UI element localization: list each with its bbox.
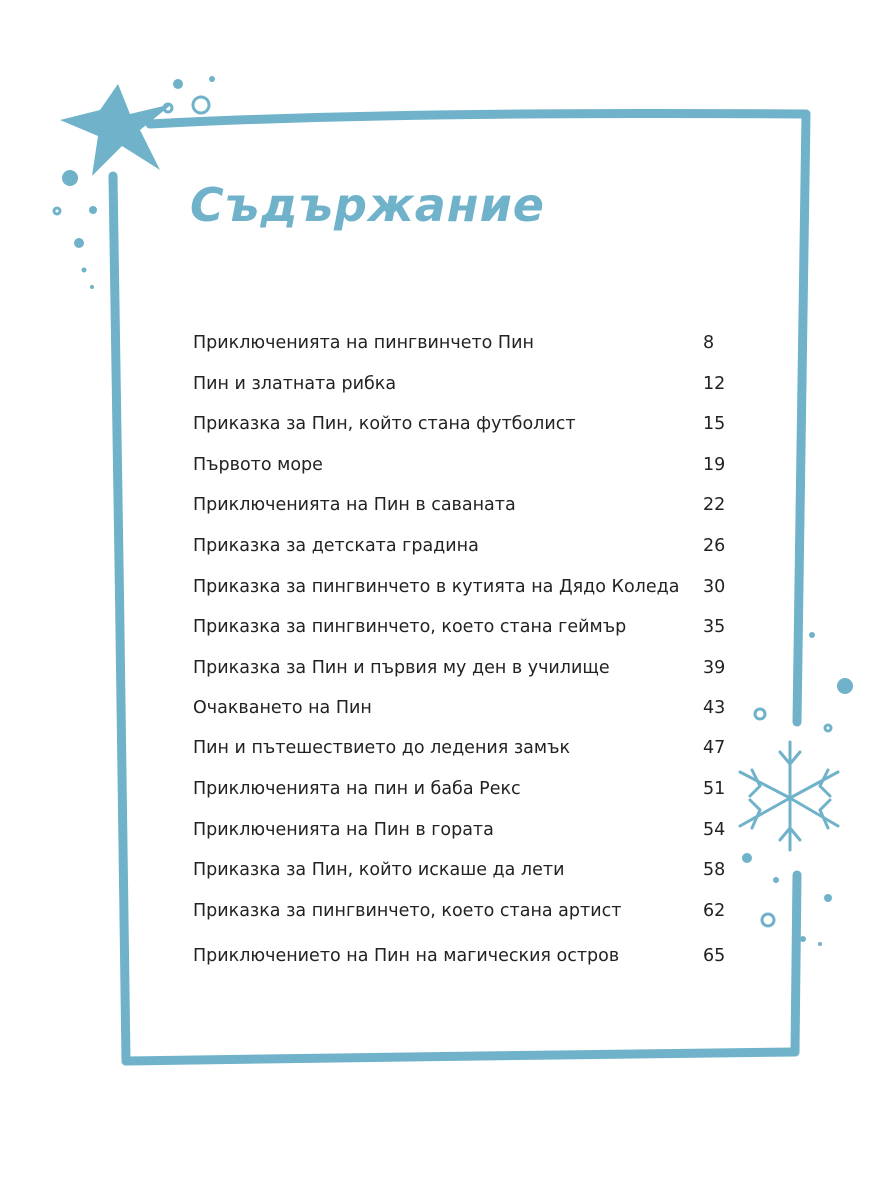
toc-entry-page: 12 xyxy=(703,374,726,394)
page-title: Съдържание xyxy=(190,178,545,232)
toc-entry-page: 51 xyxy=(703,779,726,799)
toc-entry xyxy=(193,533,733,559)
toc-entry-page: 26 xyxy=(703,536,726,556)
toc-entry xyxy=(193,411,733,437)
toc-entry-title: Приказка за Пин, който искаше да лети xyxy=(193,860,565,880)
toc-entry xyxy=(193,492,733,518)
toc-entry-page: 43 xyxy=(703,698,726,718)
toc-entry-title: Пин и златната рибка xyxy=(193,374,397,394)
toc-entry-title: Пин и пътешествието до ледения замък xyxy=(193,738,571,758)
toc-entry-page: 8 xyxy=(703,333,715,353)
toc-entry-title: Приключенията на Пин в гората xyxy=(193,820,494,840)
toc-entry-title: Приказка за Пин и първия му ден в училище xyxy=(193,658,610,678)
toc-entry xyxy=(193,330,733,356)
toc-entry-title: Приказка за Пин, който стана футболист xyxy=(193,414,576,434)
toc-entry-page: 22 xyxy=(703,495,726,515)
toc-entry-title: Приказка за детската градина xyxy=(193,536,479,556)
toc-entry-title: Приказка за пингвинчето, което стана геймър xyxy=(193,617,627,637)
toc-entry xyxy=(193,857,733,883)
toc-entry xyxy=(193,817,733,843)
toc-entry-title: Приключенията на пин и баба Рекс xyxy=(193,779,521,799)
toc-entry-page: 65 xyxy=(703,946,726,966)
toc-entry-title: Очакването на Пин xyxy=(193,698,372,718)
toc-entry-page: 15 xyxy=(703,414,726,434)
toc-entry-title: Първото море xyxy=(193,455,323,475)
toc-entry xyxy=(193,655,733,681)
toc-entry xyxy=(193,776,733,802)
toc-entry-title: Приключенията на пингвинчето Пин xyxy=(193,333,534,353)
toc-entry-page: 62 xyxy=(703,901,726,921)
toc-entry xyxy=(193,371,733,397)
toc-entry-page: 30 xyxy=(703,577,726,597)
toc-entry xyxy=(193,943,733,969)
toc-entry-title: Приказка за пингвинчето, което стана артист xyxy=(193,901,622,921)
toc-entry-title: Приключението на Пин на магическия остров xyxy=(193,946,620,966)
toc-entry xyxy=(193,614,733,640)
toc-entry xyxy=(193,735,733,761)
toc-entry xyxy=(193,574,733,600)
toc-entry xyxy=(193,695,733,721)
toc-entry-page: 39 xyxy=(703,658,726,678)
toc-entry xyxy=(193,452,733,478)
toc-entry-page: 35 xyxy=(703,617,726,637)
toc-entry-title: Приказка за пингвинчето в кутията на Дядо Коледа xyxy=(193,577,680,597)
toc-entry-title: Приключенията на Пин в саваната xyxy=(193,495,516,515)
toc-entry-page: 47 xyxy=(703,738,726,758)
toc-entry-page: 19 xyxy=(703,455,726,475)
toc-entry xyxy=(193,898,733,924)
toc-entry-page: 58 xyxy=(703,860,726,880)
toc-entry-page: 54 xyxy=(703,820,726,840)
